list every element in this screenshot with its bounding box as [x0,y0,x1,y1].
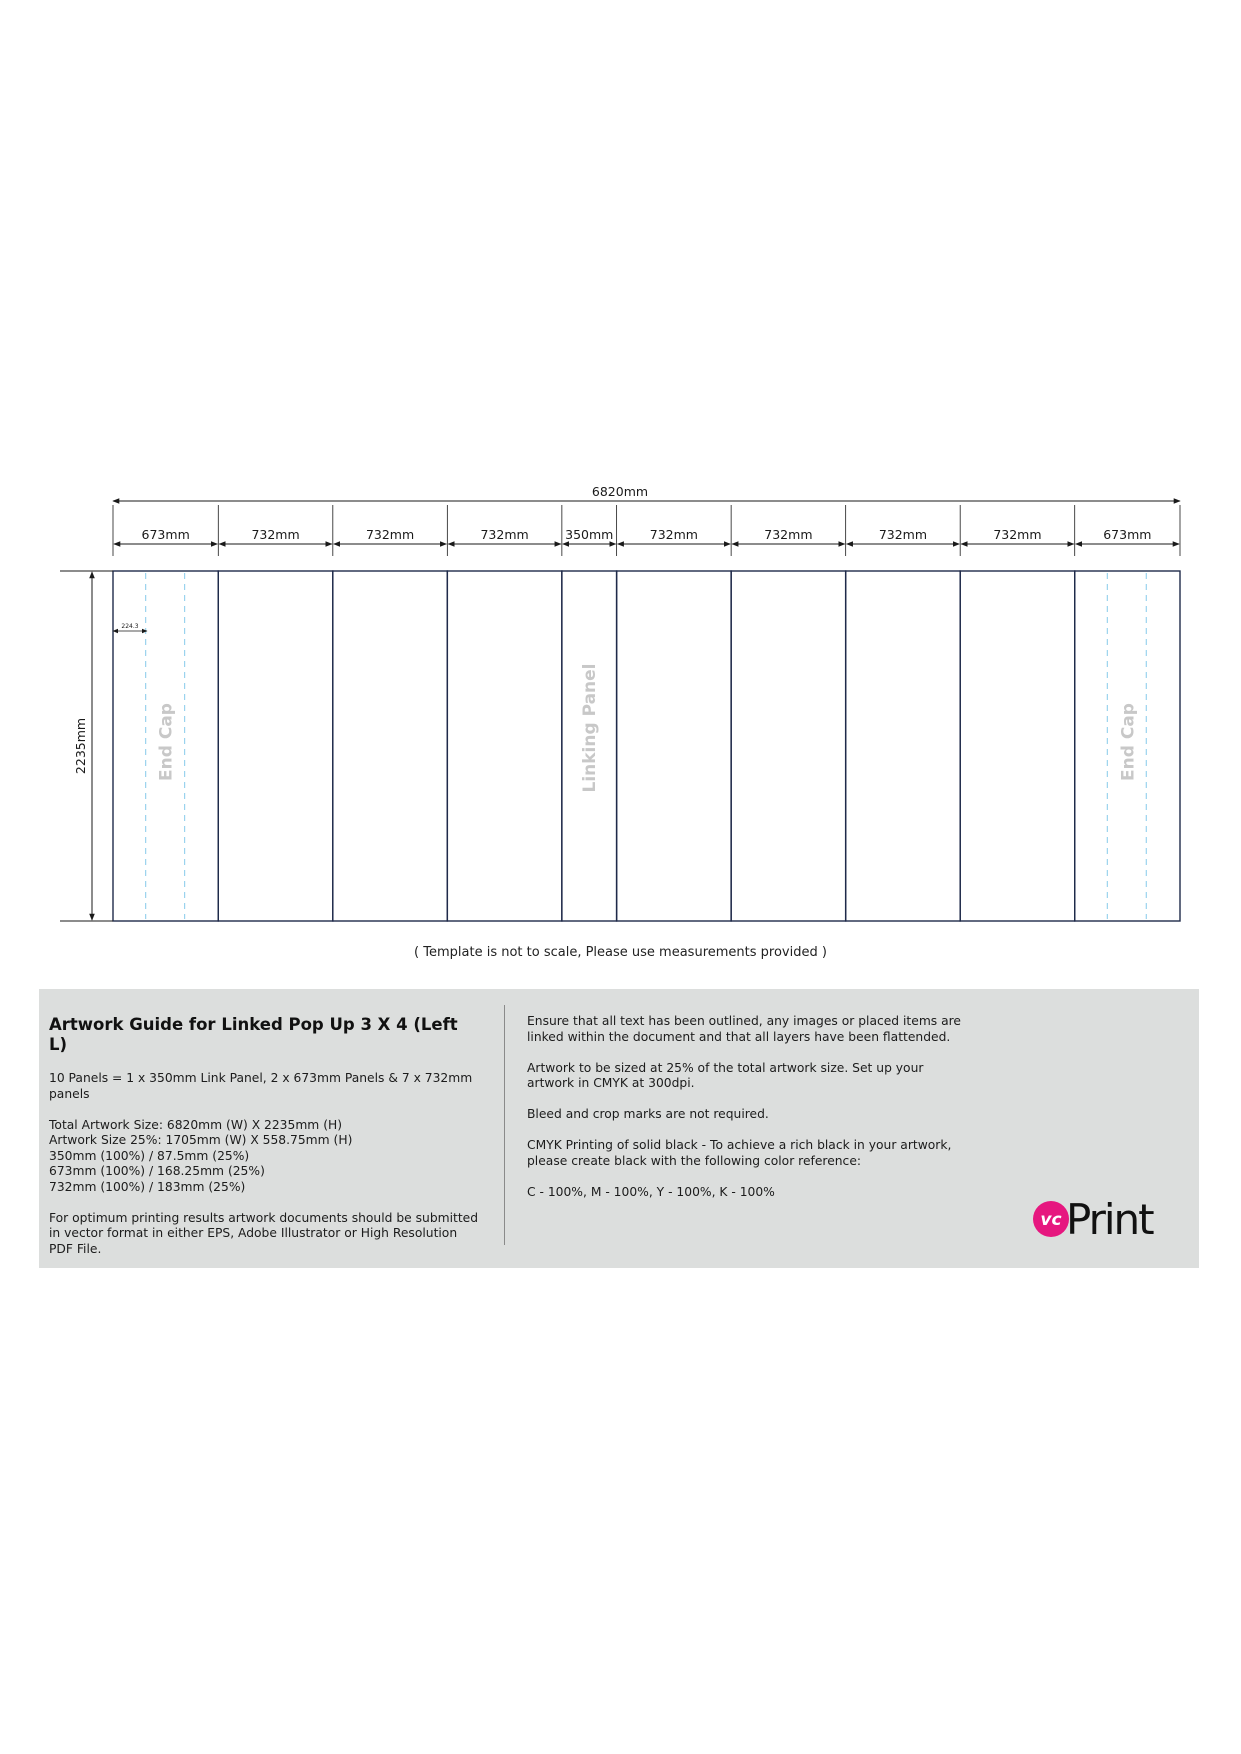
logo-word: Print [1066,1195,1153,1244]
panel-dim-label: 732mm [251,527,300,542]
guide-note: C - 100%, M - 100%, Y - 100%, K - 100% [527,1184,775,1199]
height-label: 2235mm [73,717,88,775]
size-line: 673mm (100%) / 168.25mm (25%) [49,1164,265,1178]
panel-standard [218,571,333,921]
size-line: Artwork Size 25%: 1705mm (W) X 558.75mm (H) [49,1133,353,1147]
panel-dim-label: 350mm [565,527,614,542]
panel-dim-label: 673mm [1103,527,1152,542]
panel-standard [617,571,732,921]
artwork-guide-panel [39,989,1199,1268]
total-width-label: 6820mm [591,484,649,499]
guide-right-column [527,1014,967,1216]
size-line: 732mm (100%) / 183mm (25%) [49,1179,246,1194]
panel-dimension-row [113,505,1180,556]
size-line: 350mm (100%) / 87.5mm (25%) [49,1148,250,1163]
size-line: Total Artwork Size: 6820mm (W) X 2235mm (H) [49,1117,343,1132]
panel-dim-label: 732mm [878,527,928,542]
panel-dim-label: 732mm [764,527,813,542]
guide-note: Bleed and crop marks are not required. [527,1107,769,1121]
format-text: For optimum printing results artwork documents should be submitted in vector format in either EPS, Adobe Illustrator or High Resolution PDF File. [49,1210,479,1256]
logo-badge-text: vc [1040,1210,1062,1230]
panel-standard [731,571,846,921]
panel-standard [447,571,562,921]
panel-dim-label: 732mm [480,527,529,542]
panel-standard [960,571,1075,921]
guide-note: Artwork to be sized at 25% of the total artwork size. Set up your artwork in CMYK at 300dpi. [527,1060,924,1090]
panel-standard [333,571,448,921]
inset-dim-label: 224.3 [121,623,139,630]
panels-text: 10 Panels = 1 x 350mm Link Panel, 2 x 673mm Panels & 7 x 732mm panels [49,1071,473,1101]
guide-title: Artwork Guide for Linked Pop Up 3 X 4 (Left L) [49,1015,458,1054]
column-divider [504,1005,505,1245]
panel-dim-label: 673mm [141,527,190,542]
sizes-block [49,1118,479,1196]
panel-standard [846,571,961,921]
guide-left-column [49,1015,479,1273]
panel-linking-label: Linking Panel [580,663,601,793]
guide-note: CMYK Printing of solid black - To achieve a rich black in your artwork, please create black with the following color reference: [527,1138,952,1168]
scale-note: ( Template is not to scale, Please use measurements provided ) [414,945,827,960]
panel-dim-label: 732mm [649,527,698,542]
panel-dim-label: 732mm [365,527,415,542]
panel-dim-label: 732mm [993,527,1042,542]
panel-group [113,571,1180,921]
vcprint-logo [1032,1194,1182,1244]
panel-end-cap-label: End Cap [156,703,177,781]
guide-note: Ensure that all text has been outlined, any images or placed items are linked within the document and that all layers have been flattended. [527,1014,961,1044]
panel-end-cap-label: End Cap [1118,703,1139,781]
